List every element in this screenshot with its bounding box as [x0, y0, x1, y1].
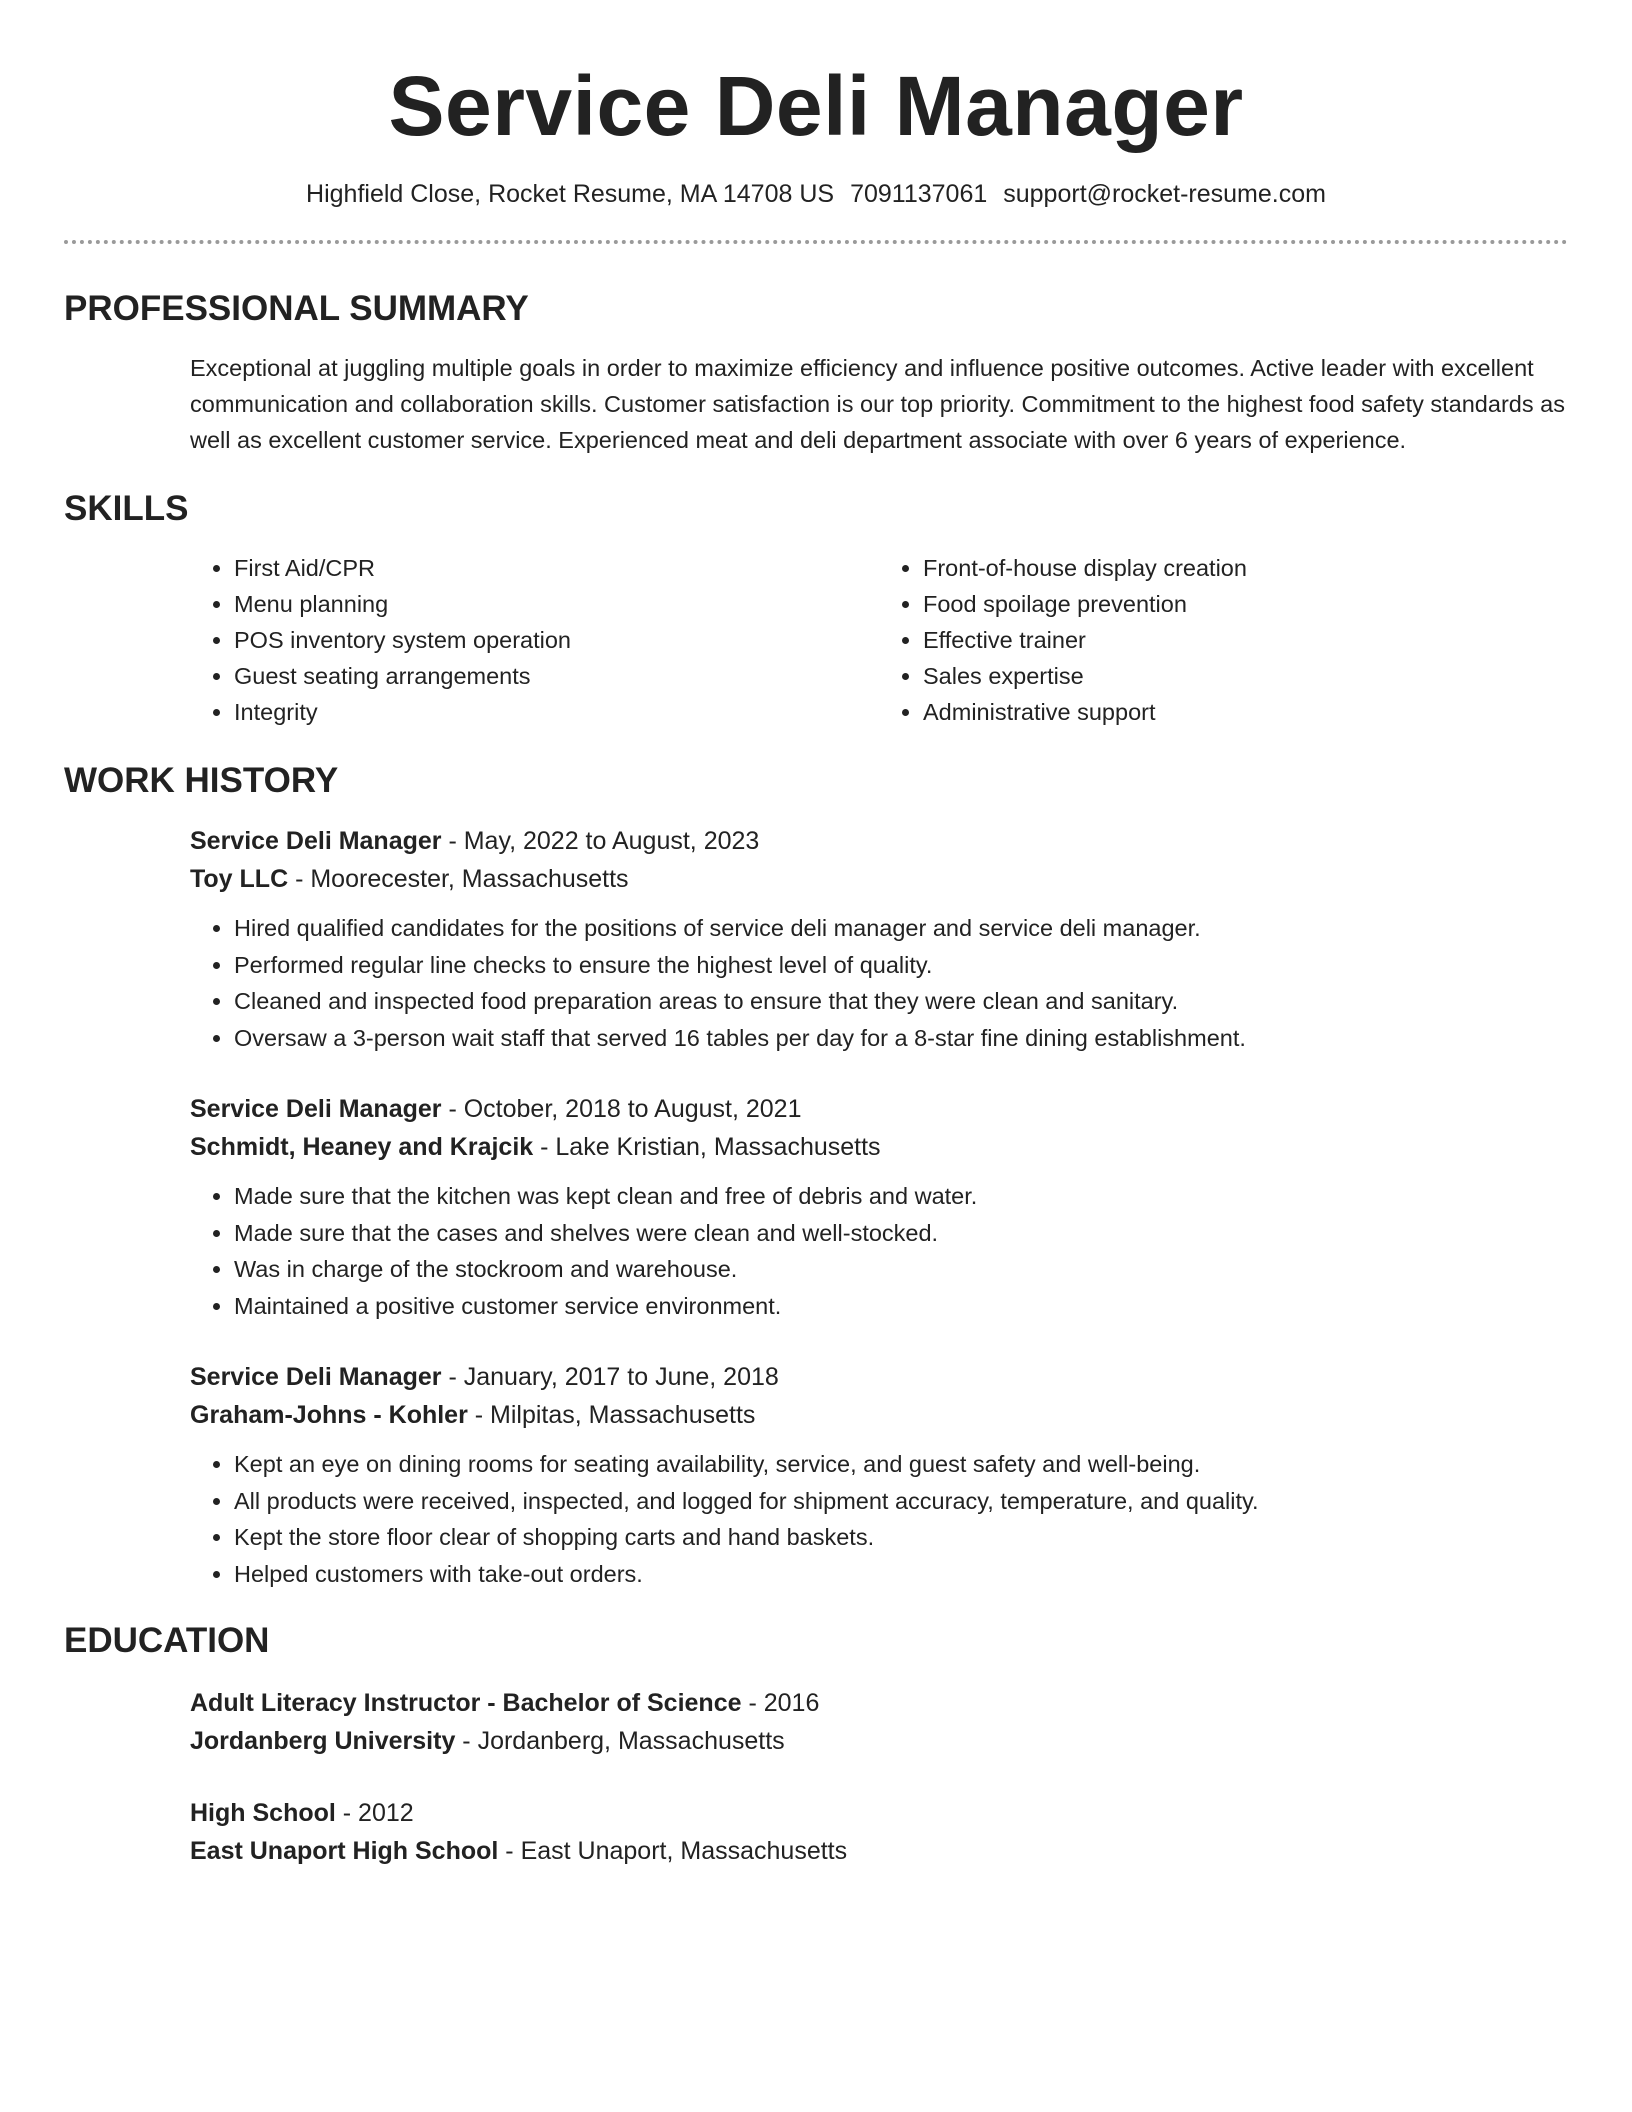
job-company-line [190, 1128, 1568, 1166]
education-heading: EDUCATION [64, 1621, 270, 1660]
job-bullet: • Oversaw a 3-person wait staff that served 16 tables per day for a 8-star fine dining establishment. [234, 1020, 1568, 1057]
job-dates: - October, 2018 to August, 2021 [441, 1095, 802, 1123]
skill-item: • Effective trainer [923, 622, 1568, 658]
contact-address: Highfield Close, Rocket Resume, MA 14708 US [306, 180, 835, 208]
education-school-line [190, 1832, 1568, 1870]
contact-email: support@rocket-resume.com [1003, 180, 1326, 208]
resume-page [64, 0, 1568, 1870]
education-degree-line [190, 1684, 1568, 1722]
skills-section [190, 550, 1568, 730]
job-title-line [190, 822, 1568, 860]
summary-heading: PROFESSIONAL SUMMARY [64, 289, 529, 328]
skill-item: • Sales expertise [923, 658, 1568, 694]
education-school: East Unaport High School [190, 1837, 499, 1865]
contact-line [64, 178, 1568, 210]
skill-item: • Front-of-house display creation [923, 550, 1568, 586]
candidate-name: Service Deli Manager [388, 59, 1244, 153]
job-title-line [190, 1358, 1568, 1396]
education-degree: High School [190, 1799, 336, 1827]
skills-list-right [879, 550, 1568, 730]
skills-list-left [190, 550, 879, 730]
contact-phone: 7091137061 [850, 180, 988, 208]
job-company-line [190, 1396, 1568, 1434]
job-bullet: • Made sure that the cases and shelves were clean and well-stocked. [234, 1215, 1568, 1252]
education-entry [190, 1794, 1568, 1870]
job-role: Service Deli Manager [190, 827, 442, 855]
job-company-line [190, 860, 1568, 898]
job-title-line [190, 1090, 1568, 1128]
job-role: Service Deli Manager [190, 1095, 442, 1123]
summary-text: Exceptional at juggling multiple goals in order to maximize efficiency and influence positive outcomes. Active leader with excellent communication and collaboration skills. Customer satisfaction is our top priority. Commitment to the highest food safety standards as well as excellent customer service. Experienced meat and deli department associate with over 6 years of experience. [190, 355, 1565, 453]
job-entry [190, 1090, 1568, 1324]
skill-item: • Guest seating arrangements [234, 658, 879, 694]
education-entry [190, 1684, 1568, 1760]
education-location: - East Unaport, Massachusetts [498, 1837, 848, 1865]
work-history-section [190, 822, 1568, 1592]
work-history-heading: WORK HISTORY [64, 761, 339, 800]
header-divider [64, 240, 1568, 244]
job-bullet: • Helped customers with take-out orders. [234, 1556, 1568, 1593]
education-section [190, 1684, 1568, 1870]
job-role: Service Deli Manager [190, 1363, 442, 1391]
job-company: Graham-Johns - Kohler [190, 1401, 468, 1429]
job-location: - Lake Kristian, Massachusetts [533, 1133, 881, 1161]
job-bullet: • Maintained a positive customer service environment. [234, 1288, 1568, 1325]
skill-item: • Integrity [234, 694, 879, 730]
job-bullet-list [190, 910, 1568, 1056]
job-bullet-list [190, 1446, 1568, 1592]
job-location: - Milpitas, Massachusetts [467, 1401, 756, 1429]
job-bullet: • Performed regular line checks to ensure the highest level of quality. [234, 947, 1568, 984]
job-bullet: • Was in charge of the stockroom and warehouse. [234, 1251, 1568, 1288]
skill-item: • Menu planning [234, 586, 879, 622]
education-degree: Adult Literacy Instructor - Bachelor of Science [190, 1689, 742, 1717]
education-school-line [190, 1722, 1568, 1760]
skill-item: • Administrative support [923, 694, 1568, 730]
skill-item: • First Aid/CPR [234, 550, 879, 586]
job-bullet: • Hired qualified candidates for the positions of service deli manager and service deli manager. [234, 910, 1568, 947]
summary-section [190, 350, 1568, 458]
job-company: Schmidt, Heaney and Krajcik [190, 1133, 534, 1161]
job-bullet: • Kept the store floor clear of shopping carts and hand baskets. [234, 1519, 1568, 1556]
education-degree-line [190, 1794, 1568, 1832]
education-school: Jordanberg University [190, 1727, 456, 1755]
job-bullet: • Kept an eye on dining rooms for seating availability, service, and guest safety and well-being. [234, 1446, 1568, 1483]
job-entry [190, 822, 1568, 1056]
job-entry [190, 1358, 1568, 1592]
job-bullet: • Cleaned and inspected food preparation areas to ensure that they were clean and sanitary. [234, 983, 1568, 1020]
skill-item: • Food spoilage prevention [923, 586, 1568, 622]
skill-item: • POS inventory system operation [234, 622, 879, 658]
education-year: - 2016 [741, 1689, 820, 1717]
education-location: - Jordanberg, Massachusetts [455, 1727, 785, 1755]
skills-heading: SKILLS [64, 489, 189, 528]
education-year: - 2012 [335, 1799, 414, 1827]
job-location: - Moorecester, Massachusetts [288, 865, 629, 893]
job-bullet-list [190, 1178, 1568, 1324]
job-bullet: • All products were received, inspected, and logged for shipment accuracy, temperature, and quality. [234, 1483, 1568, 1520]
job-dates: - May, 2022 to August, 2023 [441, 827, 760, 855]
job-dates: - January, 2017 to June, 2018 [441, 1363, 779, 1391]
job-bullet: • Made sure that the kitchen was kept clean and free of debris and water. [234, 1178, 1568, 1215]
job-company: Toy LLC [190, 865, 289, 893]
